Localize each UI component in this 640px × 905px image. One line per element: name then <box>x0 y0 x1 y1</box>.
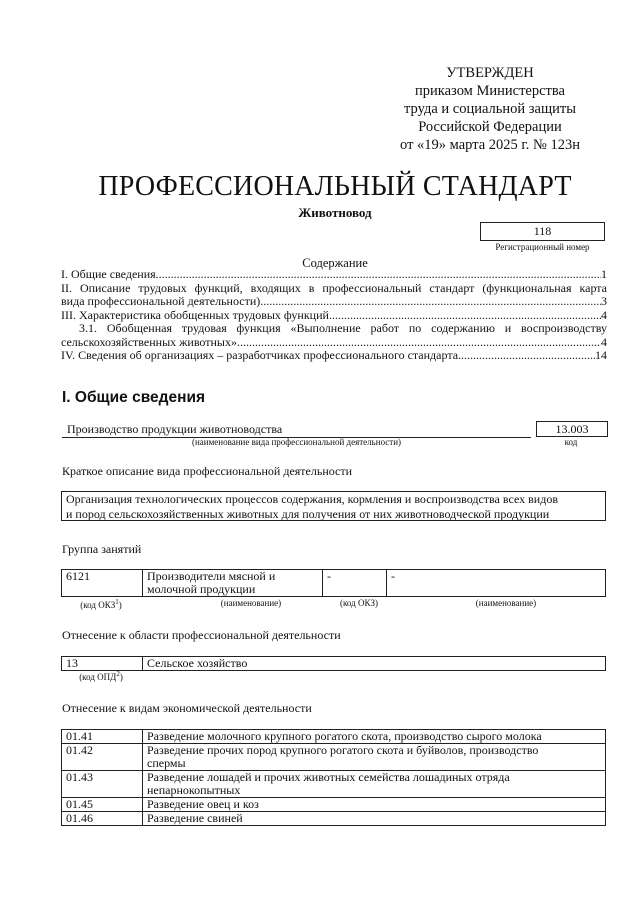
section-heading: I. Общие сведения <box>62 389 206 406</box>
okz-code-cell: 6121 <box>62 570 143 597</box>
okz-code-caption: (код ОКЗ) <box>340 598 378 608</box>
toc-page: 4 <box>601 334 607 349</box>
toc-leader <box>156 268 601 282</box>
registration-number: 118 <box>480 222 605 241</box>
area-label: Отнесение к области профессиональной деятельности <box>62 628 341 642</box>
table-of-contents <box>61 268 607 363</box>
toc-item-line[interactable]: 3.1. Обобщенная трудовая функция «Выполнение работ по содержанию и воспроизводству <box>79 321 607 335</box>
toc-item-text: III. Характеристика обобщенных трудовых функций <box>61 307 329 322</box>
toc-item[interactable] <box>61 336 607 350</box>
okved-name-line: Разведение молочного крупного рогатого скота, производство сырого молока <box>147 729 542 743</box>
table-row <box>62 812 606 826</box>
toc-item[interactable] <box>61 309 607 323</box>
approval-line: УТВЕРЖДЕН <box>446 65 534 81</box>
footnote-marker: 1 <box>115 598 119 606</box>
okved-name-line: спермы <box>147 756 186 770</box>
approval-line: Российской Федерации <box>418 119 562 135</box>
okz-code-caption: (код ОКЗ$^1$) <box>80 598 122 610</box>
okved-name-line: Разведение прочих пород крупного рогатого скота и буйволов, производство <box>147 743 539 757</box>
okved-code-cell: 01.43 <box>62 771 143 798</box>
short-description-box <box>61 491 606 521</box>
okved-name-cell <box>143 798 606 812</box>
okved-name-cell <box>143 771 606 798</box>
registration-caption: Регистрационный номер <box>495 242 590 252</box>
okved-code-cell: 01.45 <box>62 798 143 812</box>
toc-page: 1 <box>601 267 607 281</box>
activity-code-caption: код <box>564 437 578 447</box>
occupation-group-label: Группа занятий <box>62 542 142 556</box>
toc-leader <box>329 309 601 323</box>
approval-block <box>380 64 600 154</box>
toc-title: Содержание <box>302 256 368 270</box>
table-row <box>62 798 606 812</box>
toc-page: 4 <box>601 307 607 322</box>
footnote-marker: 2 <box>116 670 120 678</box>
document-title: ПРОФЕССИОНАЛЬНЫЙ СТАНДАРТ <box>98 171 572 202</box>
okved-code-cell: 01.46 <box>62 812 143 826</box>
okved-name-cell <box>143 812 606 826</box>
okz-name-caption: (наименование) <box>220 598 282 608</box>
okved-code-cell: 01.41 <box>62 730 143 744</box>
toc-item[interactable] <box>61 295 607 309</box>
okved-table <box>61 729 606 826</box>
caption-text: (код ОКЗ <box>80 600 116 610</box>
okved-label: Отнесение к видам экономической деятельности <box>62 701 312 715</box>
activity-kind-name: Производство продукции животноводства <box>67 422 283 436</box>
approval-line: труда и социальной защиты <box>404 101 576 117</box>
activity-kind-code: 13.003 <box>536 421 608 437</box>
opd-code-cell: 13 <box>62 657 143 671</box>
short-description-line: и пород сельскохозяйственных животных для получения от них животноводческой продукции <box>66 507 550 521</box>
area-table <box>61 656 606 671</box>
toc-leader <box>260 295 601 309</box>
toc-item[interactable] <box>61 349 607 363</box>
toc-leader <box>458 349 595 363</box>
okz-code-cell: - <box>323 570 387 597</box>
table-row <box>62 570 606 597</box>
approval-line: приказом Министерства <box>415 83 565 99</box>
okz-name-cell <box>143 570 323 597</box>
toc-item-line[interactable]: II. Описание трудовых функций, входящих в профессиональный стандарт (функциональная карта <box>61 280 607 295</box>
okz-name-line: молочной продукции <box>147 582 256 596</box>
table-row <box>62 657 606 671</box>
activity-kind-caption: (наименование вида профессиональной деятельности) <box>191 437 402 447</box>
caption-text: (код ОПД <box>79 672 117 682</box>
short-description-line: Организация технологических процессов содержания, кормления и воспроизводства всех видов <box>66 492 558 506</box>
okved-name-line: Разведение овец и коз <box>147 797 259 811</box>
okved-code-cell: 01.42 <box>62 744 143 771</box>
toc-item-text: сельскохозяйственных животных» <box>61 334 237 349</box>
okved-name-line: Разведение свиней <box>147 811 243 825</box>
standard-name: Животновод <box>298 205 372 220</box>
okz-name-line: Производители мясной и <box>147 569 276 583</box>
opd-name-cell: Сельское хозяйство <box>143 657 606 671</box>
toc-item-text: IV. Сведения об организациях – разработчиках профессионального стандарта <box>61 348 459 362</box>
okz-name-cell: - <box>387 570 606 597</box>
okved-name-cell <box>143 744 606 771</box>
approval-line: от «19» марта 2025 г. № 123н <box>400 137 580 153</box>
toc-page: 3 <box>601 294 607 308</box>
opd-code-caption: (код ОПД$^2$) <box>79 670 123 682</box>
short-description-label: Краткое описание вида профессиональной деятельности <box>62 464 353 478</box>
okved-name-cell <box>143 730 606 744</box>
toc-leader <box>237 336 601 350</box>
okz-name-caption: (наименование) <box>475 598 537 608</box>
okved-name-line: непарнокопытных <box>147 783 241 797</box>
toc-page: 14 <box>595 348 607 362</box>
toc-item-text: I. Общие сведения <box>61 267 156 281</box>
table-row <box>62 744 606 771</box>
table-row <box>62 730 606 744</box>
occupation-table <box>61 569 606 597</box>
table-row <box>62 771 606 798</box>
okved-name-line: Разведение лошадей и прочих животных семейства лошадиных отряда <box>147 770 510 784</box>
toc-item[interactable] <box>61 268 607 282</box>
toc-item-text: вида профессиональной деятельности) <box>61 294 261 308</box>
activity-kind-field <box>62 421 531 438</box>
